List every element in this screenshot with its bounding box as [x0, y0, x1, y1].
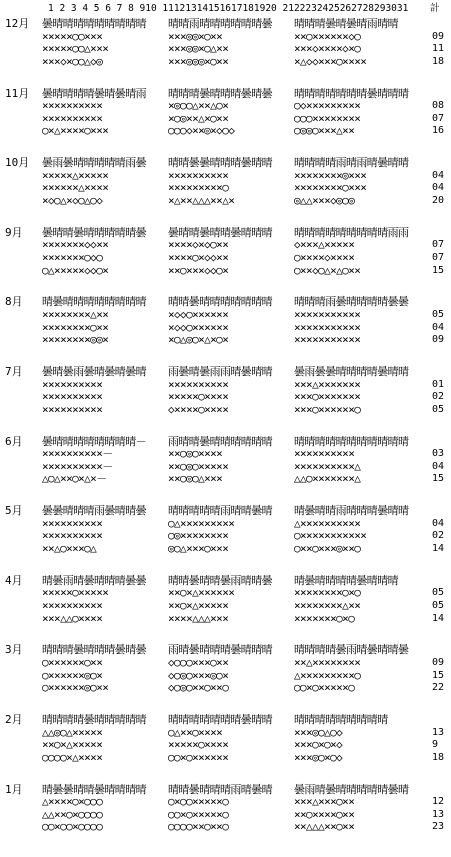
marks-row: ×××××○○×××	[42, 29, 103, 43]
weather-row: 晴晴曇晴晴晴晴晴晴晴	[168, 295, 272, 309]
month-label: 11月	[5, 86, 30, 100]
weather-row: 晴晴晴晴雨晴雨晴曇晴晴	[294, 156, 409, 170]
marks-row: ××××××××××	[294, 447, 355, 461]
weather-row: 晴晴晴晴晴晴晴曇晴晴	[168, 713, 272, 726]
row-total: 14	[432, 612, 445, 624]
marks-row: ○◇×××××××××	[294, 99, 361, 113]
month-block	[0, 505, 451, 555]
marks-row: ◇×××△×××××	[294, 238, 355, 252]
month-label: 5月	[5, 504, 23, 518]
row-total: 07	[432, 239, 445, 251]
weather-row: 曇晴晴曇晴晴曇晴晴晴	[168, 225, 272, 239]
marks-row: ○○○◇××◎×◇○◇	[168, 124, 235, 138]
marks-row: ×××◎◎◎×○××	[168, 54, 229, 68]
decade-group	[294, 575, 398, 625]
weather-row: 晴晴曇曇晴晴晴曇晴晴	[168, 156, 272, 170]
marks-row: ○○×○○×○○○○	[42, 820, 103, 834]
decade-group	[42, 227, 146, 277]
row-total: 05	[432, 587, 445, 599]
decade-group	[168, 505, 272, 555]
marks-row: ××○◎○×××××	[168, 459, 229, 473]
weather-row: 晴晴晴晴曇晴晴晴晴晴	[42, 713, 146, 726]
marks-row: ××××××××××－	[42, 459, 113, 473]
decade-group	[294, 157, 408, 207]
marks-row: ×◇○△×◇○△○◇	[42, 193, 103, 207]
row-total: 20	[432, 194, 445, 206]
marks-row: ×××◎◎×○××	[168, 29, 223, 43]
month-block	[0, 575, 451, 625]
row-total: 03	[432, 448, 445, 460]
weather-row: 曇晴晴曇晴晴晴晴晴曇	[42, 225, 146, 239]
decade-group	[168, 644, 272, 694]
marks-row: ○×△××××○×××	[42, 124, 109, 138]
row-total: 09	[432, 30, 445, 42]
marks-row: ○○○××××××××	[294, 111, 361, 125]
decade-group	[168, 18, 272, 68]
marks-row: ××××××××××	[42, 529, 103, 543]
weather-row: 晴晴晴晴晴晴晴晴晴	[294, 713, 388, 726]
marks-row: ××××××××◎◎×	[42, 333, 109, 347]
month-block	[0, 18, 451, 68]
row-total: 09	[432, 656, 445, 668]
marks-row: ××××××××××	[42, 99, 103, 113]
marks-row: ◇××××○××××	[168, 402, 229, 416]
marks-row: ××××××××××△	[294, 459, 361, 473]
marks-row: ××××××××××－	[42, 447, 113, 461]
decade-group	[168, 714, 272, 764]
weather-row: 曇晴晴晴晴晴晴晴晴－	[42, 434, 146, 448]
month-block	[0, 366, 451, 416]
decade-group	[168, 575, 272, 625]
decade-group	[294, 296, 408, 346]
month-block	[0, 436, 451, 486]
marks-row: ××△××××××××	[294, 655, 361, 669]
marks-row: ××○×△×××××	[168, 598, 229, 612]
month-block	[0, 296, 451, 346]
row-total: 12	[432, 796, 445, 808]
marks-row: ××××××××××	[42, 390, 103, 404]
marks-row: ×××××○○△×××	[42, 42, 109, 56]
row-total: 05	[432, 599, 445, 611]
decade-group	[42, 18, 146, 68]
marks-row: △△◎○△×××××	[42, 725, 103, 739]
weather-row: 曇晴晴晴晴晴晴晴晴晴	[42, 17, 146, 30]
marks-row: ×○△◎○×△×○×	[168, 333, 229, 347]
weather-row: 晴晴晴晴晴晴晴晴晴雨雨	[294, 225, 409, 239]
marks-row: ○×○○×××××○	[168, 795, 229, 809]
weather-row: 雨晴晴曇晴晴晴晴晴晴	[168, 434, 272, 448]
month-label: 6月	[5, 434, 23, 448]
marks-row: ××○××××○××	[294, 807, 355, 821]
row-total: 04	[432, 182, 445, 194]
marks-row: ××××××××△××	[294, 598, 361, 612]
marks-row: ○××××◇××××	[294, 250, 355, 264]
decade-group	[294, 88, 408, 138]
marks-row: ××○◎○△×××	[168, 472, 223, 486]
row-total: 05	[432, 308, 445, 320]
decade-group	[42, 366, 146, 416]
marks-row: ××××××××××	[168, 168, 229, 182]
decade-group	[294, 784, 408, 834]
marks-row: ×××××○××××	[168, 738, 229, 752]
row-total: 04	[432, 517, 445, 529]
marks-row: ◇○◎○××○××○	[168, 681, 229, 695]
marks-row: ○××××××○××	[42, 655, 103, 669]
marks-row: ××××××××○×○	[294, 586, 361, 600]
weather-row: 晴曇曇晴晴曇晴晴晴晴	[42, 782, 146, 796]
marks-row: ○○×○××××××	[168, 750, 229, 764]
month-label: 2月	[5, 713, 23, 726]
marks-row: ×××××××××××	[294, 333, 361, 347]
marks-row: △××××××××××	[294, 516, 361, 530]
marks-row: ◇○◎○×××◎○×	[168, 668, 229, 682]
marks-row: ○××◇○△×△○××	[294, 263, 361, 277]
marks-row: ×◇◇○××××××	[168, 320, 229, 334]
marks-row: ○××××××◎○××	[42, 681, 109, 695]
marks-row: ×◎○○△××△○×	[168, 99, 229, 113]
decade-group	[294, 366, 408, 416]
row-total: 04	[432, 460, 445, 472]
marks-row: ○◎××××××××	[168, 529, 229, 543]
decade-group	[294, 227, 408, 277]
marks-row: ××○×××◇◇○×	[168, 263, 229, 277]
marks-row: ××××◇×◇○××	[168, 238, 229, 252]
marks-row: ○△××○××××	[168, 725, 223, 739]
decade-group	[294, 714, 388, 764]
decade-group	[42, 436, 146, 486]
marks-row: ××○×△××××××	[168, 586, 235, 600]
marks-row: ××××××××××	[42, 377, 103, 391]
weather-row: 晴晴晴晴曇雨晴曇晴晴曇	[294, 643, 409, 657]
month-label: 10月	[5, 156, 30, 170]
decade-group	[168, 436, 272, 486]
marks-row: ××××△△△×××	[168, 611, 229, 625]
marks-row: ××××××△××××	[42, 181, 109, 195]
weather-row: 曇雨曇曇晴晴晴晴曇晴晴	[294, 365, 409, 378]
marks-row: ××△△△××○××	[294, 820, 355, 834]
weather-row: 晴晴晴晴晴雨晴晴曇晴	[168, 504, 272, 518]
marks-row: △○△××○×△×－	[42, 472, 107, 486]
decade-group	[294, 18, 398, 68]
decade-group	[42, 88, 146, 138]
marks-row: ××○×△×××××	[42, 738, 103, 752]
row-total: 04	[432, 321, 445, 333]
marks-row: △×××××××××○	[294, 668, 361, 682]
marks-row: ×××××××◇◇××	[42, 238, 109, 252]
marks-row: ××××××××○×××	[294, 181, 367, 195]
marks-row: ◇○○○×××○××	[168, 655, 229, 669]
weather-row: 晴晴晴雨曇晴晴晴晴曇曇	[294, 295, 409, 309]
marks-row: ×××××△×××××	[42, 168, 109, 182]
weather-row: 晴晴晴晴晴晴晴曇晴晴晴	[294, 86, 409, 100]
decade-group	[168, 366, 272, 416]
marks-row: △△××○×○○○○	[42, 807, 103, 821]
row-total: 13	[432, 808, 445, 820]
row-total: 02	[432, 391, 445, 403]
marks-row: △△○×××××××△	[294, 472, 361, 486]
row-total: 9	[432, 739, 439, 751]
row-total: 02	[432, 530, 445, 542]
weather-row: 晴晴雨晴晴晴晴晴晴曇	[168, 17, 272, 30]
month-label: 4月	[5, 573, 23, 587]
weather-row: 晴曇雨晴曇晴晴晴曇曇	[42, 573, 146, 587]
marks-row: ○○×○×××××○	[294, 681, 355, 695]
marks-row: ×××◎○×○◇	[294, 750, 343, 764]
weather-row: 晴晴晴曇晴晴晴曇晴曇	[168, 86, 272, 100]
month-label: 7月	[5, 365, 23, 378]
weather-row: 晴曇晴晴晴晴晴晴晴晴	[42, 295, 146, 309]
marks-row: ○◎◎○×××△××	[294, 124, 355, 138]
weather-row: 曇晴曇雨曇晴曇晴曇晴	[42, 365, 146, 378]
month-block	[0, 714, 451, 764]
weather-row: 雨晴曇晴晴晴曇晴晴晴	[168, 643, 272, 657]
marks-row: ×××◇×○○△◇◎	[42, 54, 103, 68]
decade-group	[294, 436, 408, 486]
marks-row: ×××××××××○	[168, 181, 229, 195]
weather-row: 曇晴晴晴晴曇晴曇晴雨	[42, 86, 146, 100]
decade-group	[294, 505, 408, 555]
marks-row: ×○◎××△×○××	[168, 111, 229, 125]
marks-row: ○××××××◎○×	[42, 668, 103, 682]
row-total: 15	[432, 473, 445, 485]
decade-group	[42, 644, 146, 694]
marks-row: ×××○×××××××	[294, 390, 361, 404]
row-total: 15	[432, 669, 445, 681]
marks-row: ○△×××××××××	[168, 516, 235, 530]
month-label: 9月	[5, 225, 23, 239]
calendar-header	[0, 3, 451, 15]
row-total: 13	[432, 726, 445, 738]
marks-row: ○△×××××◇◇○×	[42, 263, 109, 277]
weather-row: 曇雨晴曇晴晴晴晴晴曇晴	[294, 782, 409, 796]
marks-row: ×××△×××××××	[294, 377, 361, 391]
decade-group	[42, 784, 146, 834]
decade-group	[42, 505, 146, 555]
weather-row: 晴晴晴曇晴曇晴雨晴晴	[294, 17, 398, 30]
marks-row: ××××××××××	[168, 377, 229, 391]
month-label: 8月	[5, 295, 23, 309]
marks-row: ××○◎○××××	[168, 447, 223, 461]
marks-row: ×××△△○××××	[42, 611, 103, 625]
decade-group	[168, 157, 272, 207]
marks-row: △××××○×○○○	[42, 795, 103, 809]
weather-row: 曇曇晴晴晴雨曇晴晴曇	[42, 504, 146, 518]
marks-row: ×××◇××××◇×○	[294, 42, 361, 56]
weather-row: 晴晴晴曇晴晴晴曇晴曇	[42, 643, 146, 657]
marks-row: ○○×○×××××○	[168, 807, 229, 821]
weather-row: 雨曇晴曇雨雨晴曇晴晴	[168, 365, 272, 378]
marks-row: ○○○○×△××××	[42, 750, 103, 764]
decade-group	[168, 227, 272, 277]
day-numbers: 1 2 3 4 5 6 7 8 910 11121314151617181920 2122232425262728293031	[48, 3, 409, 14]
marks-row: ×××○×○×◇	[294, 738, 343, 752]
marks-row: ×××××××○×○	[294, 611, 355, 625]
month-label: 12月	[5, 17, 30, 30]
row-total: 18	[432, 751, 445, 763]
marks-row: ×◇◇○××××××	[168, 307, 229, 321]
row-total: 08	[432, 100, 445, 112]
marks-row: ○××○×××◎××○	[294, 541, 361, 555]
marks-row: ××××××××××	[42, 516, 103, 530]
marks-row: ××××××××××	[42, 111, 103, 125]
month-label: 3月	[5, 643, 23, 657]
row-total: 05	[432, 403, 445, 415]
marks-row: ×××◎○△○◇	[294, 725, 343, 739]
row-total: 15	[432, 264, 445, 276]
row-total: 22	[432, 682, 445, 694]
marks-row: ××××××××××	[42, 598, 103, 612]
month-label: 1月	[5, 782, 23, 796]
marks-row: ×××△×××○××	[294, 795, 355, 809]
marks-row: ×××○××××××○	[294, 402, 361, 416]
row-total: 23	[432, 821, 445, 833]
marks-row: ×××××○××××	[168, 390, 229, 404]
marks-row: ××××××××○××	[42, 320, 109, 334]
marks-row: ×××××××××××	[294, 307, 361, 321]
row-total: 14	[432, 542, 445, 554]
marks-row: ××○××××××◇○	[294, 29, 361, 43]
row-total: 01	[432, 378, 445, 390]
marks-row: ×××◎◎×○△××	[168, 42, 229, 56]
month-block	[0, 157, 451, 207]
marks-row: ◎○△×××○×××	[168, 541, 229, 555]
marks-row: ○○○○××○××○	[168, 820, 229, 834]
marks-row: ××××××××△××	[42, 307, 109, 321]
month-block	[0, 227, 451, 277]
row-total: 11	[432, 43, 445, 55]
decade-group	[168, 88, 272, 138]
row-total: 16	[432, 125, 445, 137]
marks-row: ×××××××○◇○	[42, 250, 103, 264]
weather-row: 曇雨曇晴晴晴晴晴雨曇	[42, 156, 146, 170]
marks-row: ××××××××××	[42, 402, 103, 416]
decade-group	[42, 575, 146, 625]
marks-row: ××××××××◎×××	[294, 168, 367, 182]
weather-row: 晴晴晴晴晴晴晴晴晴晴晴	[294, 434, 409, 448]
decade-group	[42, 714, 146, 764]
row-total: 07	[432, 112, 445, 124]
row-total: 07	[432, 251, 445, 263]
month-block	[0, 784, 451, 834]
marks-row: ◎△△×××◇◎○◎	[294, 193, 355, 207]
decade-group	[168, 296, 272, 346]
row-total: 04	[432, 169, 445, 181]
marks-row: ×△××△△△××△×	[168, 193, 235, 207]
marks-row: ○×××××××××××	[294, 529, 367, 543]
weather-row: 晴曇晴晴晴晴曇晴晴晴	[294, 573, 398, 587]
weather-row: 晴晴曇晴晴曇雨晴晴曇	[168, 573, 272, 587]
month-block	[0, 88, 451, 138]
total-label: 計	[430, 3, 440, 14]
decade-group	[168, 784, 272, 834]
decade-group	[42, 157, 146, 207]
row-total: 18	[432, 55, 445, 67]
weather-row: 晴曇晴晴雨晴晴晴曇晴晴	[294, 504, 409, 518]
marks-row: ×△◇◇×××○××××	[294, 54, 367, 68]
month-block	[0, 644, 451, 694]
decade-group	[294, 644, 408, 694]
marks-row: ×××××××××××	[294, 320, 361, 334]
row-total: 09	[432, 334, 445, 346]
weather-row: 晴晴曇晴晴晴雨晴曇晴	[168, 782, 272, 796]
marks-row: ××××○×◇◇××	[168, 250, 229, 264]
decade-group	[42, 296, 146, 346]
marks-row: ××△○×××○△	[42, 541, 97, 555]
marks-row: ×××××○×××××	[42, 586, 109, 600]
